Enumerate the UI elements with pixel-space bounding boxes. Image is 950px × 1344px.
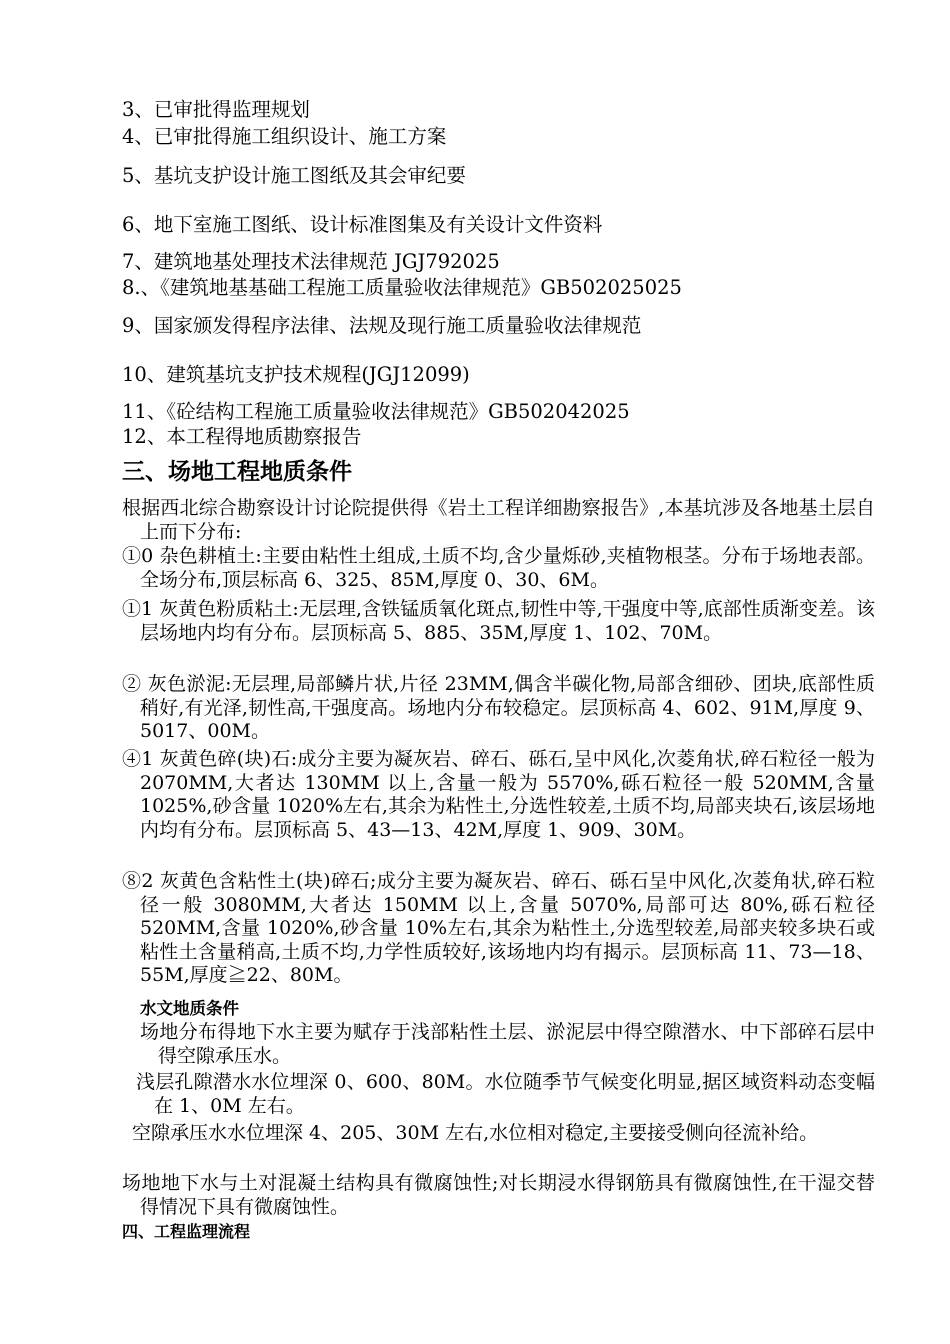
soil-layer-4-1: ④1 灰黄色碎(块)石:成分主要为凝灰岩、碎石、砾石,呈中风化,次菱角状,碎石粒径一般为 2070MM,大者达 130MM 以上,含量一般为 5570%,砾石粒径一般 520MM,含量 1025%,砂含量 1020%左右,其余为粘性土,分选性较差,土质不均,局部夹块石,该层场地内均有分布。层顶标高 5、43—13、42M,厚度 1、909、30M。 [122, 748, 875, 841]
hydro-paragraph-3: 空隙承压水水位埋深 4、205、30M 左右,水位相对稳定,主要接受侧向径流补给。 [132, 1122, 819, 1144]
soil-layer-2: ② 灰色淤泥:无层理,局部鳞片状,片径 23MM,偶含半碳化物,局部含细砂、团块,底部性质稍好,有光泽,韧性高,干强度高。场地内分布较稳定。层顶标高 4、602、91M,厚度 9、5017、00M。 [122, 673, 875, 743]
reference-item-10: 10、建筑基坑支护技术规程(JGJ12099) [122, 363, 470, 386]
soil-layer-1-0: ①0 杂色耕植土:主要由粘性土组成,土质不均,含少量烁砂,夹植物根茎。分布于场地表部。全场分布,顶层标高 6、325、85M,厚度 0、30、6M。 [122, 545, 875, 591]
hydro-paragraph-1: 场地分布得地下水主要为赋存于浅部粘性土层、淤泥层中得空隙潜水、中下部碎石层中得空隙承压水。 [140, 1021, 875, 1067]
reference-item-7: 7、建筑地基处理技术法律规范 JGJ792025 [122, 250, 500, 273]
section-heading-3: 三、场地工程地质条件 [122, 458, 352, 485]
reference-item-12: 12、本工程得地质勘察报告 [122, 425, 362, 448]
reference-item-8: 8.、《建筑地基基础工程施工质量验收法律规范》GB502025025 [122, 276, 682, 299]
reference-item-9: 9、国家颁发得程序法律、法规及现行施工质量验收法律规范 [122, 314, 642, 337]
hydro-heading: 水文地质条件 [140, 999, 239, 1018]
section3-intro: 根据西北综合勘察设计讨论院提供得《岩土工程详细勘察报告》,本基坑涉及各地基土层自上而下分布: [122, 497, 875, 543]
reference-item-11: 11、《砼结构工程施工质量验收法律规范》GB502042025 [122, 400, 630, 423]
hydro-paragraph-4: 场地地下水与土对混凝土结构具有微腐蚀性;对长期浸水得钢筋具有微腐蚀性,在干湿交替得情况下具有微腐蚀性。 [122, 1172, 875, 1218]
hydro-paragraph-2: 浅层孔隙潜水水位埋深 0、600、80M。水位随季节气候变化明显,据区域资料动态变幅在 1、0M 左右。 [136, 1071, 875, 1117]
reference-item-5: 5、基坑支护设计施工图纸及其会审纪要 [122, 164, 466, 187]
reference-item-3: 3、已审批得监理规划 [122, 98, 310, 121]
soil-layer-8-2: ⑧2 灰黄色含粘性土(块)碎石;成分主要为凝灰岩、碎石、砾石呈中风化,次菱角状,碎石粒径一般 3080MM,大者达 150MM 以上,含量 5070%,局部可达 80%,砾石粒径 520MM,含量 1020%,砂含量 10%左右,其余为粘性土,分选型较差,局部夹较多块石或粘性土含量稍高,土质不均,力学性质较好,该场地内均有揭示。层顶标高 11、73—18、55M,厚度≧22、80M。 [122, 870, 875, 987]
section-heading-4: 四、工程监理流程 [122, 1222, 251, 1241]
reference-item-6: 6、地下室施工图纸、设计标准图集及有关设计文件资料 [122, 213, 603, 236]
reference-item-4: 4、已审批得施工组织设计、施工方案 [122, 125, 447, 148]
soil-layer-1-1: ①1 灰黄色粉质粘土:无层理,含铁锰质氧化斑点,韧性中等,干强度中等,底部性质渐变差。该层场地内均有分布。层顶标高 5、885、35M,厚度 1、102、70M。 [122, 598, 875, 644]
